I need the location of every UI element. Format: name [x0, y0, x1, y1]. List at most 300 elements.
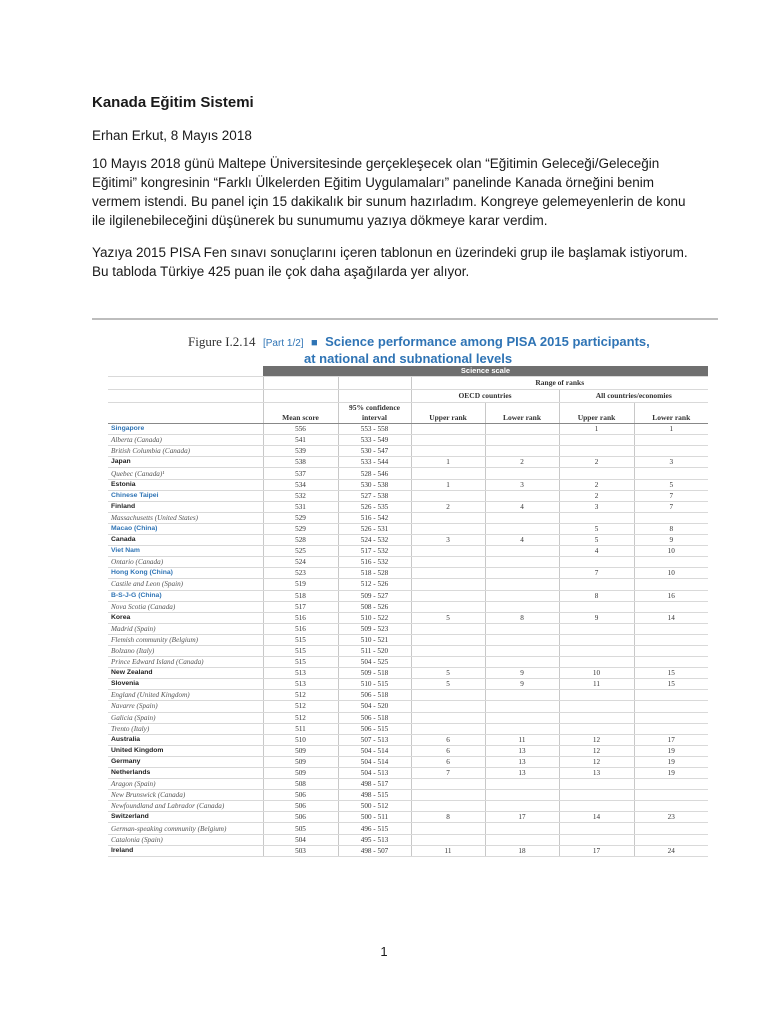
table-row — [108, 579, 708, 590]
table-row — [108, 723, 708, 734]
header-all-countries: All countries/economies — [559, 390, 708, 403]
mean-score-cell: 513 — [263, 668, 338, 679]
country-name-cell: Korea — [108, 612, 263, 623]
mean-score-cell: 537 — [263, 468, 338, 479]
oecd-lower-rank-cell — [485, 468, 559, 479]
mean-score-cell: 513 — [263, 679, 338, 690]
table-row — [108, 612, 708, 623]
country-name-cell: Alberta (Canada) — [108, 435, 263, 446]
figure-title — [188, 334, 718, 366]
oecd-lower-rank-cell: 8 — [485, 612, 559, 623]
mean-score-cell: 515 — [263, 657, 338, 668]
all-lower-rank-cell — [634, 790, 708, 801]
all-lower-rank-cell — [634, 701, 708, 712]
all-upper-rank-cell — [559, 723, 634, 734]
page-number: 1 — [380, 944, 388, 959]
pisa-paragraph: Yazıya 2015 PISA Fen sınavı sonuçlarını içeren tablonun en üzerindeki grup ile başlamak istiyorum. Bu tabloda Türkiye 425 puan ile çok daha aşağılarda yer alıyor. — [92, 245, 688, 279]
confidence-interval-cell: 530 - 547 — [338, 446, 411, 457]
country-name-cell: Flemish community (Belgium) — [108, 634, 263, 645]
table-row — [108, 834, 708, 845]
oecd-lower-rank-cell — [485, 779, 559, 790]
oecd-lower-rank-cell — [485, 512, 559, 523]
mean-score-cell: 524 — [263, 557, 338, 568]
oecd-upper-rank-cell — [411, 823, 485, 834]
oecd-upper-rank-cell — [411, 701, 485, 712]
all-lower-rank-cell — [634, 446, 708, 457]
oecd-lower-rank-cell — [485, 557, 559, 568]
mean-score-cell: 509 — [263, 768, 338, 779]
oecd-lower-rank-cell — [485, 523, 559, 534]
all-lower-rank-cell — [634, 690, 708, 701]
country-name-cell: Catalonia (Spain) — [108, 834, 263, 845]
oecd-upper-rank-cell — [411, 568, 485, 579]
table-row — [108, 668, 708, 679]
all-lower-rank-cell: 15 — [634, 668, 708, 679]
all-upper-rank-cell — [559, 690, 634, 701]
all-upper-rank-cell — [559, 823, 634, 834]
all-upper-rank-cell: 5 — [559, 535, 634, 546]
confidence-interval-cell: 509 - 518 — [338, 668, 411, 679]
confidence-interval-cell: 510 - 522 — [338, 612, 411, 623]
oecd-upper-rank-cell: 6 — [411, 756, 485, 767]
country-name-cell: Chinese Taipei — [108, 490, 263, 501]
country-name-cell: Australia — [108, 734, 263, 745]
header-all-lower-rank: Lower rank — [634, 403, 708, 424]
all-lower-rank-cell — [634, 801, 708, 812]
confidence-interval-cell: 504 - 514 — [338, 745, 411, 756]
mean-score-cell: 532 — [263, 490, 338, 501]
all-upper-rank-cell — [559, 779, 634, 790]
mean-score-cell: 516 — [263, 612, 338, 623]
mean-score-cell: 515 — [263, 634, 338, 645]
all-upper-rank-cell: 11 — [559, 679, 634, 690]
header-all-upper-rank: Upper rank — [559, 403, 634, 424]
oecd-upper-rank-cell — [411, 435, 485, 446]
country-name-cell: Navarre (Spain) — [108, 701, 263, 712]
table-row — [108, 634, 708, 645]
country-name-cell: Canada — [108, 535, 263, 546]
table-row — [108, 590, 708, 601]
all-lower-rank-cell: 9 — [634, 535, 708, 546]
confidence-interval-cell: 500 - 511 — [338, 812, 411, 823]
all-lower-rank-cell: 19 — [634, 756, 708, 767]
oecd-upper-rank-cell — [411, 468, 485, 479]
all-lower-rank-cell — [634, 823, 708, 834]
table-row — [108, 679, 708, 690]
confidence-interval-cell: 517 - 532 — [338, 546, 411, 557]
mean-score-cell: 528 — [263, 535, 338, 546]
oecd-upper-rank-cell — [411, 446, 485, 457]
table-row — [108, 823, 708, 834]
oecd-upper-rank-cell — [411, 723, 485, 734]
all-lower-rank-cell: 7 — [634, 490, 708, 501]
oecd-lower-rank-cell: 3 — [485, 479, 559, 490]
oecd-lower-rank-cell — [485, 723, 559, 734]
oecd-lower-rank-cell — [485, 634, 559, 645]
oecd-lower-rank-cell — [485, 579, 559, 590]
confidence-interval-cell: 518 - 528 — [338, 568, 411, 579]
mean-score-cell: 531 — [263, 501, 338, 512]
oecd-lower-rank-cell — [485, 424, 559, 435]
all-upper-rank-cell: 12 — [559, 734, 634, 745]
all-lower-rank-cell — [634, 579, 708, 590]
oecd-lower-rank-cell: 17 — [485, 812, 559, 823]
table-row — [108, 501, 708, 512]
oecd-lower-rank-cell — [485, 823, 559, 834]
oecd-lower-rank-cell: 13 — [485, 768, 559, 779]
mean-score-cell: 517 — [263, 601, 338, 612]
oecd-lower-rank-cell: 9 — [485, 679, 559, 690]
all-lower-rank-cell — [634, 435, 708, 446]
all-upper-rank-cell: 12 — [559, 756, 634, 767]
table-row — [108, 790, 708, 801]
document-title: Kanada Eğitim Sistemi — [92, 94, 254, 111]
oecd-upper-rank-cell: 5 — [411, 612, 485, 623]
header-blank — [108, 366, 263, 377]
figure-divider — [92, 318, 718, 320]
table-row — [108, 523, 708, 534]
all-upper-rank-cell — [559, 623, 634, 634]
country-name-cell: Castile and Leon (Spain) — [108, 579, 263, 590]
table-row — [108, 424, 708, 435]
oecd-lower-rank-cell — [485, 568, 559, 579]
table-row — [108, 812, 708, 823]
oecd-lower-rank-cell: 11 — [485, 734, 559, 745]
mean-score-cell: 508 — [263, 779, 338, 790]
table-row — [108, 535, 708, 546]
all-upper-rank-cell — [559, 834, 634, 845]
oecd-lower-rank-cell: 9 — [485, 668, 559, 679]
confidence-interval-cell: 504 - 525 — [338, 657, 411, 668]
country-name-cell: Germany — [108, 756, 263, 767]
all-lower-rank-cell — [634, 712, 708, 723]
country-name-cell: Singapore — [108, 424, 263, 435]
oecd-upper-rank-cell: 3 — [411, 535, 485, 546]
all-upper-rank-cell — [559, 468, 634, 479]
oecd-lower-rank-cell — [485, 623, 559, 634]
all-upper-rank-cell: 10 — [559, 668, 634, 679]
all-lower-rank-cell — [634, 601, 708, 612]
header-oecd-countries: OECD countries — [411, 390, 559, 403]
all-upper-rank-cell: 2 — [559, 490, 634, 501]
oecd-upper-rank-cell — [411, 512, 485, 523]
mean-score-cell: 518 — [263, 590, 338, 601]
all-lower-rank-cell: 19 — [634, 768, 708, 779]
table-row — [108, 568, 708, 579]
confidence-interval-cell: 506 - 518 — [338, 690, 411, 701]
figure-heading-line2: at national and subnational levels — [304, 351, 513, 366]
country-name-cell: Madrid (Spain) — [108, 623, 263, 634]
oecd-lower-rank-cell — [485, 712, 559, 723]
all-lower-rank-cell: 24 — [634, 845, 708, 856]
table-row — [108, 756, 708, 767]
header-oecd-upper-rank: Upper rank — [411, 403, 485, 424]
confidence-interval-cell: 495 - 513 — [338, 834, 411, 845]
oecd-lower-rank-cell: 13 — [485, 756, 559, 767]
all-upper-rank-cell: 13 — [559, 768, 634, 779]
oecd-lower-rank-cell: 4 — [485, 501, 559, 512]
country-name-cell: Slovenia — [108, 679, 263, 690]
all-upper-rank-cell: 17 — [559, 845, 634, 856]
table-row — [108, 490, 708, 501]
all-upper-rank-cell: 2 — [559, 479, 634, 490]
oecd-upper-rank-cell: 1 — [411, 457, 485, 468]
oecd-upper-rank-cell — [411, 490, 485, 501]
figure-heading-line1: Science performance among PISA 2015 participants, — [325, 334, 650, 349]
oecd-upper-rank-cell — [411, 779, 485, 790]
table-row — [108, 845, 708, 856]
country-name-cell: Macao (China) — [108, 523, 263, 534]
oecd-upper-rank-cell — [411, 657, 485, 668]
mean-score-cell: 511 — [263, 723, 338, 734]
country-name-cell: Massachusetts (United States) — [108, 512, 263, 523]
header-row-scale — [108, 366, 708, 377]
country-name-cell: Aragon (Spain) — [108, 779, 263, 790]
oecd-lower-rank-cell: 18 — [485, 845, 559, 856]
mean-score-cell: 515 — [263, 645, 338, 656]
all-lower-rank-cell: 1 — [634, 424, 708, 435]
all-upper-rank-cell: 2 — [559, 457, 634, 468]
confidence-interval-cell: 510 - 521 — [338, 634, 411, 645]
table-row — [108, 712, 708, 723]
all-lower-rank-cell: 17 — [634, 734, 708, 745]
table-row — [108, 557, 708, 568]
mean-score-cell: 506 — [263, 812, 338, 823]
confidence-interval-cell: 496 - 515 — [338, 823, 411, 834]
all-lower-rank-cell — [634, 512, 708, 523]
table-row — [108, 512, 708, 523]
confidence-interval-cell: 507 - 513 — [338, 734, 411, 745]
mean-score-cell: 516 — [263, 623, 338, 634]
all-lower-rank-cell: 14 — [634, 612, 708, 623]
country-name-cell: Switzerland — [108, 812, 263, 823]
all-upper-rank-cell — [559, 712, 634, 723]
all-upper-rank-cell — [559, 512, 634, 523]
square-bullet-icon: ■ — [311, 337, 318, 349]
header-science-scale: Science scale — [263, 366, 708, 377]
oecd-lower-rank-cell — [485, 490, 559, 501]
oecd-upper-rank-cell: 1 — [411, 479, 485, 490]
oecd-upper-rank-cell — [411, 601, 485, 612]
all-upper-rank-cell — [559, 634, 634, 645]
table-row — [108, 435, 708, 446]
mean-score-cell: 505 — [263, 823, 338, 834]
oecd-upper-rank-cell: 8 — [411, 812, 485, 823]
table-row — [108, 734, 708, 745]
confidence-interval-cell: 506 - 515 — [338, 723, 411, 734]
all-upper-rank-cell — [559, 435, 634, 446]
table-body — [108, 424, 708, 857]
table-row — [108, 479, 708, 490]
figure — [92, 318, 718, 366]
table-row — [108, 645, 708, 656]
author-line: Erhan Erkut, 8 Mayıs 2018 — [92, 128, 252, 143]
oecd-upper-rank-cell — [411, 523, 485, 534]
all-upper-rank-cell: 1 — [559, 424, 634, 435]
mean-score-cell: 539 — [263, 446, 338, 457]
all-lower-rank-cell: 15 — [634, 679, 708, 690]
mean-score-cell: 512 — [263, 712, 338, 723]
oecd-lower-rank-cell — [485, 657, 559, 668]
oecd-lower-rank-cell — [485, 645, 559, 656]
country-name-cell: England (United Kingdom) — [108, 690, 263, 701]
header-mean-score: Mean score — [263, 403, 338, 424]
mean-score-cell: 529 — [263, 523, 338, 534]
country-name-cell: Estonia — [108, 479, 263, 490]
mean-score-cell: 504 — [263, 834, 338, 845]
confidence-interval-cell: 512 - 526 — [338, 579, 411, 590]
table-row — [108, 779, 708, 790]
oecd-upper-rank-cell — [411, 424, 485, 435]
country-name-cell: Hong Kong (China) — [108, 568, 263, 579]
country-name-cell: Prince Edward Island (Canada) — [108, 657, 263, 668]
oecd-lower-rank-cell — [485, 701, 559, 712]
all-lower-rank-cell: 10 — [634, 568, 708, 579]
all-lower-rank-cell: 5 — [634, 479, 708, 490]
intro-paragraph: 10 Mayıs 2018 günü Maltepe Üniversitesinde gerçekleşecek olan “Eğitimin Geleceği/Geleceğin Eğitimi” kongresinin “Farklı Ülkelerden Eğitim Uygulamaları” panelinde Kanada örneğini benim vermem istendi. Bu panel için 15 dakikalık bir sunum hazırladım. Kongreye gelemeyenlerin de konu ile ilgilenebileceğini düşünerek bu sunumumu yazıya dökmeye karar verdim. — [92, 156, 686, 228]
all-lower-rank-cell — [634, 657, 708, 668]
all-lower-rank-cell: 16 — [634, 590, 708, 601]
oecd-upper-rank-cell: 5 — [411, 679, 485, 690]
oecd-upper-rank-cell: 11 — [411, 845, 485, 856]
oecd-upper-rank-cell — [411, 590, 485, 601]
table-row — [108, 768, 708, 779]
confidence-interval-cell: 533 - 549 — [338, 435, 411, 446]
all-upper-rank-cell — [559, 601, 634, 612]
oecd-lower-rank-cell — [485, 801, 559, 812]
country-name-cell: Finland — [108, 501, 263, 512]
header-confidence-interval: 95% confidence interval — [338, 403, 411, 424]
oecd-upper-rank-cell — [411, 712, 485, 723]
all-upper-rank-cell: 14 — [559, 812, 634, 823]
oecd-upper-rank-cell — [411, 546, 485, 557]
confidence-interval-cell: 504 - 513 — [338, 768, 411, 779]
all-lower-rank-cell: 8 — [634, 523, 708, 534]
oecd-lower-rank-cell — [485, 690, 559, 701]
table-row — [108, 457, 708, 468]
all-lower-rank-cell — [634, 557, 708, 568]
oecd-lower-rank-cell — [485, 446, 559, 457]
confidence-interval-cell: 498 - 507 — [338, 845, 411, 856]
oecd-upper-rank-cell: 6 — [411, 734, 485, 745]
country-name-cell: New Zealand — [108, 668, 263, 679]
oecd-lower-rank-cell — [485, 790, 559, 801]
table-row — [108, 546, 708, 557]
pisa-science-table — [108, 366, 708, 857]
oecd-upper-rank-cell — [411, 634, 485, 645]
all-upper-rank-cell — [559, 801, 634, 812]
header-row-groups — [108, 390, 708, 403]
header-range-of-ranks: Range of ranks — [411, 377, 708, 390]
oecd-lower-rank-cell — [485, 546, 559, 557]
table-row — [108, 690, 708, 701]
country-name-cell: Quebec (Canada)¹ — [108, 468, 263, 479]
oecd-upper-rank-cell: 2 — [411, 501, 485, 512]
all-upper-rank-cell: 4 — [559, 546, 634, 557]
confidence-interval-cell: 553 - 558 — [338, 424, 411, 435]
oecd-lower-rank-cell: 2 — [485, 457, 559, 468]
mean-score-cell: 529 — [263, 512, 338, 523]
oecd-upper-rank-cell: 6 — [411, 745, 485, 756]
mean-score-cell: 519 — [263, 579, 338, 590]
figure-label: Figure I.2.14 — [188, 334, 256, 349]
all-lower-rank-cell — [634, 623, 708, 634]
mean-score-cell: 510 — [263, 734, 338, 745]
mean-score-cell: 509 — [263, 745, 338, 756]
oecd-upper-rank-cell: 7 — [411, 768, 485, 779]
mean-score-cell: 534 — [263, 479, 338, 490]
all-lower-rank-cell — [634, 723, 708, 734]
confidence-interval-cell: 511 - 520 — [338, 645, 411, 656]
oecd-lower-rank-cell: 4 — [485, 535, 559, 546]
country-name-cell: Bolzano (Italy) — [108, 645, 263, 656]
country-name-cell: British Columbia (Canada) — [108, 446, 263, 457]
oecd-upper-rank-cell — [411, 623, 485, 634]
mean-score-cell: 506 — [263, 790, 338, 801]
confidence-interval-cell: 524 - 532 — [338, 535, 411, 546]
oecd-upper-rank-cell — [411, 557, 485, 568]
confidence-interval-cell: 533 - 544 — [338, 457, 411, 468]
all-lower-rank-cell — [634, 634, 708, 645]
oecd-lower-rank-cell — [485, 590, 559, 601]
table-row — [108, 468, 708, 479]
confidence-interval-cell: 506 - 518 — [338, 712, 411, 723]
all-upper-rank-cell: 3 — [559, 501, 634, 512]
oecd-lower-rank-cell: 13 — [485, 745, 559, 756]
oecd-upper-rank-cell — [411, 645, 485, 656]
all-upper-rank-cell — [559, 701, 634, 712]
table-row — [108, 657, 708, 668]
all-upper-rank-cell — [559, 579, 634, 590]
table-row — [108, 601, 708, 612]
all-lower-rank-cell: 3 — [634, 457, 708, 468]
confidence-interval-cell: 516 - 542 — [338, 512, 411, 523]
country-name-cell: B-S-J-G (China) — [108, 590, 263, 601]
confidence-interval-cell: 509 - 527 — [338, 590, 411, 601]
mean-score-cell: 506 — [263, 801, 338, 812]
header-row-range — [108, 377, 708, 390]
oecd-upper-rank-cell — [411, 579, 485, 590]
mean-score-cell: 556 — [263, 424, 338, 435]
all-upper-rank-cell — [559, 790, 634, 801]
confidence-interval-cell: 526 - 531 — [338, 523, 411, 534]
oecd-upper-rank-cell — [411, 834, 485, 845]
oecd-lower-rank-cell — [485, 834, 559, 845]
country-name-cell: Ontario (Canada) — [108, 557, 263, 568]
confidence-interval-cell: 500 - 512 — [338, 801, 411, 812]
all-upper-rank-cell — [559, 645, 634, 656]
country-name-cell: Nova Scotia (Canada) — [108, 601, 263, 612]
mean-score-cell: 541 — [263, 435, 338, 446]
confidence-interval-cell: 508 - 526 — [338, 601, 411, 612]
confidence-interval-cell: 509 - 523 — [338, 623, 411, 634]
mean-score-cell: 503 — [263, 845, 338, 856]
table-row — [108, 623, 708, 634]
all-upper-rank-cell: 7 — [559, 568, 634, 579]
all-upper-rank-cell: 9 — [559, 612, 634, 623]
all-lower-rank-cell — [634, 834, 708, 845]
confidence-interval-cell: 498 - 517 — [338, 779, 411, 790]
confidence-interval-cell: 504 - 514 — [338, 756, 411, 767]
oecd-lower-rank-cell — [485, 601, 559, 612]
country-name-cell: Galicia (Spain) — [108, 712, 263, 723]
all-lower-rank-cell: 7 — [634, 501, 708, 512]
header-row-columns — [108, 403, 708, 424]
country-name-cell: Ireland — [108, 845, 263, 856]
oecd-upper-rank-cell — [411, 690, 485, 701]
confidence-interval-cell: 530 - 538 — [338, 479, 411, 490]
all-upper-rank-cell: 5 — [559, 523, 634, 534]
